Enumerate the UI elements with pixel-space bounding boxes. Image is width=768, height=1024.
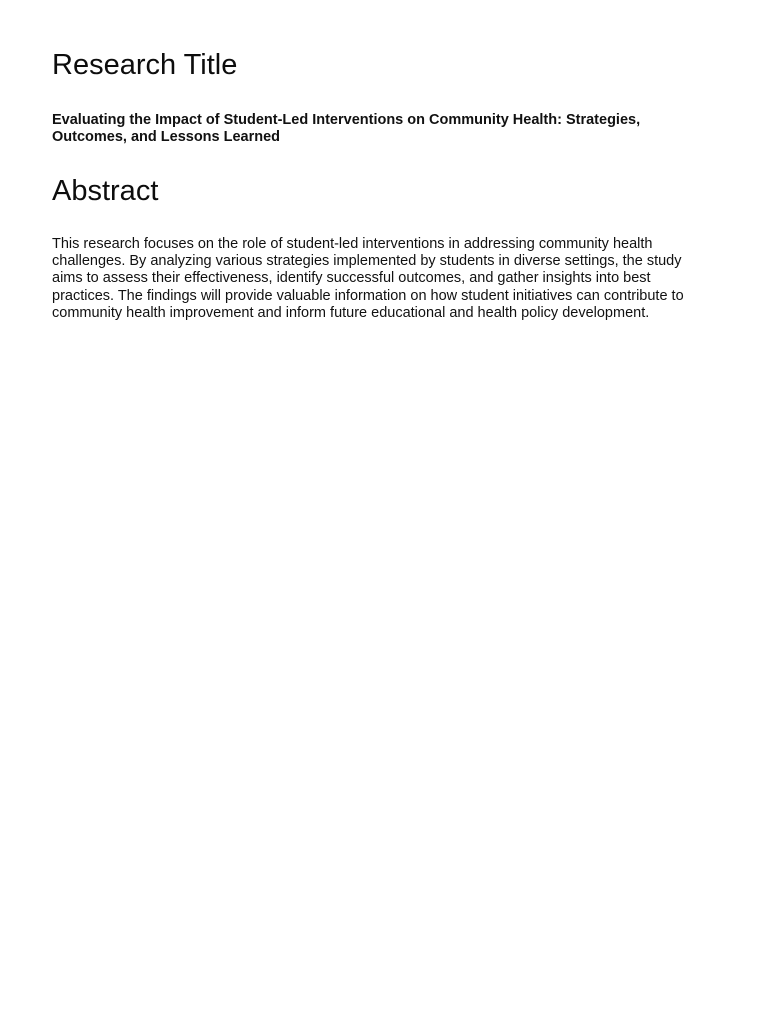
research-title-text: Evaluating the Impact of Student-Led Interventions on Community Health: Strategies, Outcomes, and Lessons Learned (52, 112, 641, 145)
research-title-heading: Research Title (52, 49, 238, 81)
abstract-heading: Abstract (52, 175, 159, 207)
abstract-body: This research focuses on the role of student-led interventions in addressing community health challenges. By analyzing various strategies implemented by students in diverse settings, the study aims to assess their effectiveness, identify successful outcomes, and gather insights into best practices. The findings will provide valuable information on how student initiatives can contribute to community health improvement and inform future educational and health policy development. (52, 236, 684, 321)
